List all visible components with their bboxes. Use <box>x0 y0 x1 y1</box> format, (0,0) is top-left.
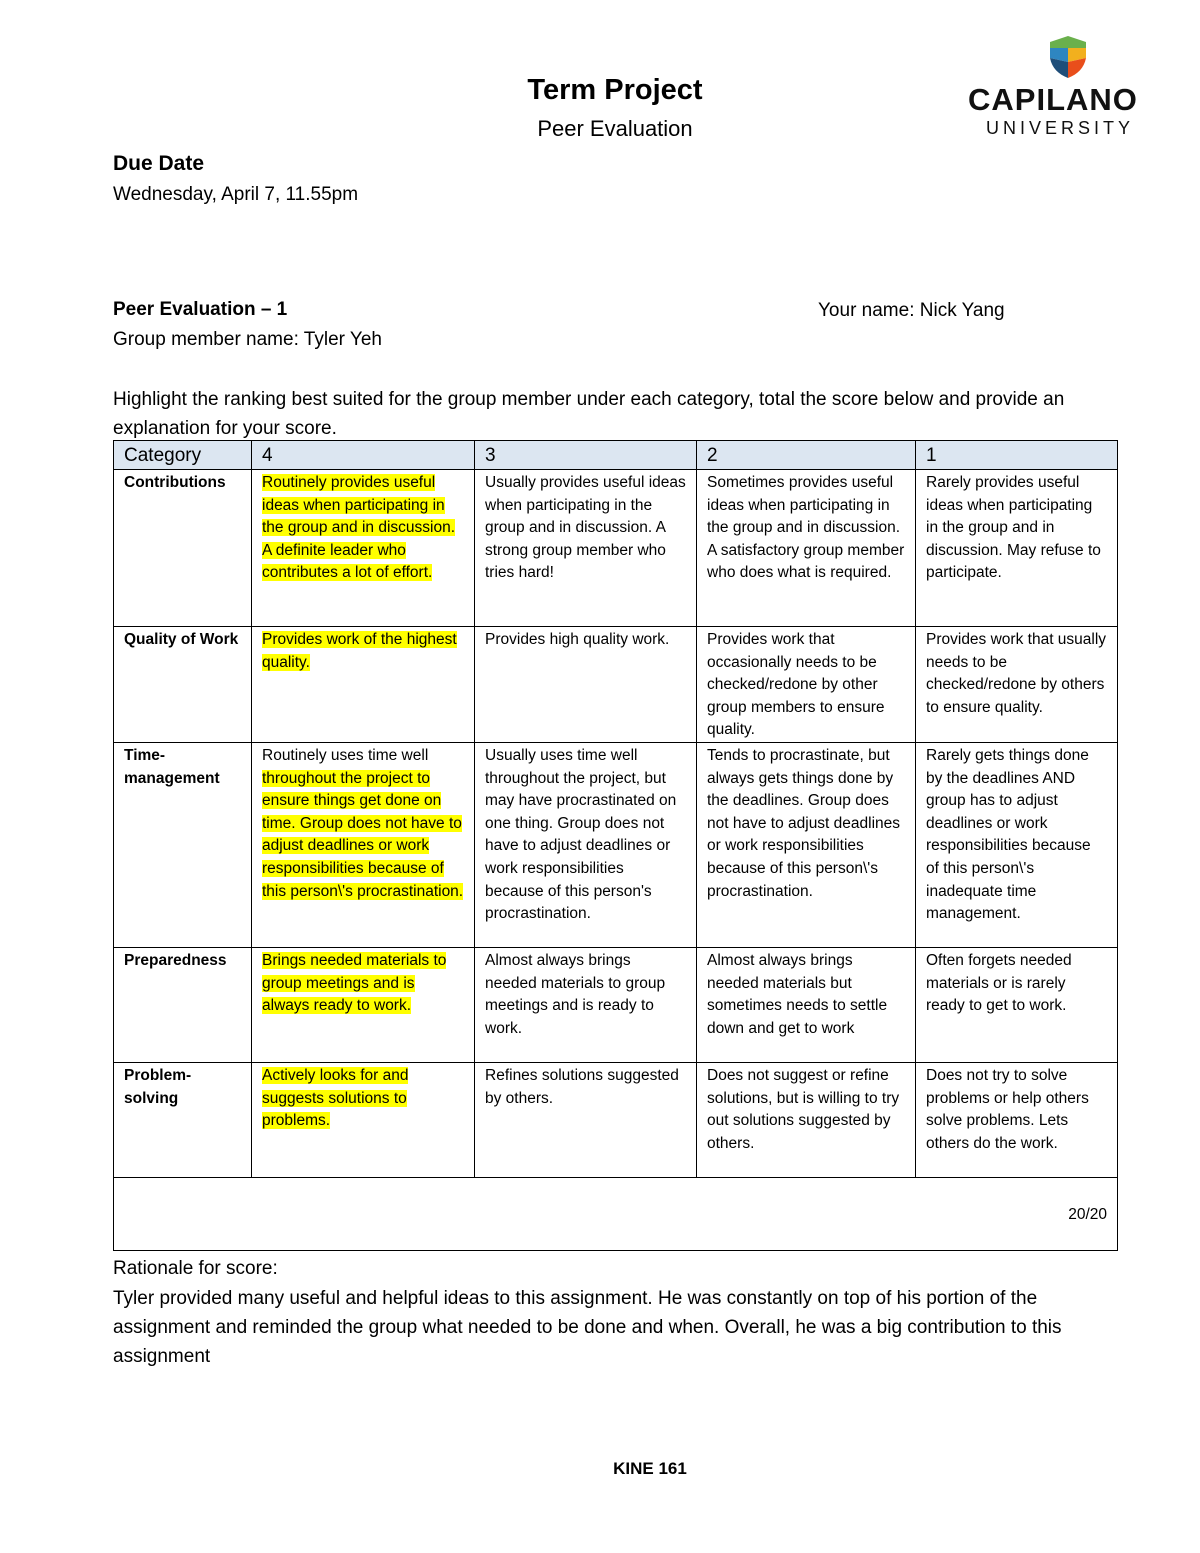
table-row <box>114 627 1118 743</box>
header-score-4: 4 <box>252 441 475 470</box>
highlighted-ranking: throughout the project to ensure things get done on time. Group does not have to adjust deadlines or work responsibilities because of this person\'s procrastination. <box>262 769 464 900</box>
total-score: 20/20 <box>1068 1205 1107 1223</box>
table-row <box>114 470 1118 627</box>
rationale-label: Rationale for score: <box>113 1258 278 1279</box>
highlighted-ranking: Brings needed materials to group meetings and is always ready to work. <box>262 951 447 1015</box>
instructions-text: Highlight the ranking best suited for the group member under each category, total the score below and provide an explanation for your score. <box>113 389 1065 439</box>
highlighted-ranking: Actively looks for and suggests solutions to problems. <box>262 1066 409 1130</box>
logo-subtext: UNIVERSITY <box>986 118 1135 138</box>
logo-wordmark: CAPILANO <box>968 82 1138 117</box>
rationale-text: Tyler provided many useful and helpful ideas to this assignment. He was constantly on top of his portion of the assignment and reminded the group what needed to be done and when. Overall, he was a big contribution to this assignment <box>113 1288 1062 1367</box>
peer-evaluation-title: Peer Evaluation – 1 <box>113 299 288 320</box>
ranking-text-plain: Routinely uses time well <box>262 746 429 764</box>
category-quality-of-work: Quality of Work <box>114 627 252 743</box>
rubric-cell-3[interactable]: Almost always brings needed materials to group meetings and is ready to work. <box>475 947 697 1062</box>
evaluator-name: Your name: Nick Yang <box>818 300 1005 321</box>
rubric-cell-3[interactable]: Provides high quality work. <box>475 627 697 743</box>
total-row <box>114 1177 1118 1250</box>
capilano-logo <box>968 34 1168 144</box>
table-row <box>114 742 1118 947</box>
rubric-cell-1[interactable]: Provides work that usually needs to be checked/redone by others to ensure quality. <box>916 627 1118 743</box>
total-score-cell[interactable] <box>114 1177 1118 1250</box>
rubric-cell-3[interactable]: Usually provides useful ideas when participating in the group and in discussion. A strong group member who tries hard! <box>475 470 697 627</box>
category-time-management: Time-management <box>114 742 252 947</box>
course-code-footer: KINE 161 <box>613 1459 687 1478</box>
rubric-cell-1[interactable]: Often forgets needed materials or is rarely ready to get to work. <box>916 947 1118 1062</box>
group-member-name: Group member name: Tyler Yeh <box>113 329 382 350</box>
table-header-row <box>114 441 1118 470</box>
rubric-cell-3[interactable]: Usually uses time well throughout the project, but may have procrastinated on one thing. Group does not have to adjust deadlines or work responsibilities because of this person's procrastination. <box>475 742 697 947</box>
category-preparedness: Preparedness <box>114 947 252 1062</box>
rubric-cell-2[interactable]: Tends to procrastinate, but always gets things done by the deadlines. Group does not have to adjust deadlines or work responsibilities because of this person\'s procrastination. <box>697 742 916 947</box>
highlighted-ranking: Provides work of the highest quality. <box>262 631 457 671</box>
due-date-label: Due Date <box>113 152 205 175</box>
rubric-cell-2[interactable]: Almost always brings needed materials but sometimes needs to settle down and get to work <box>697 947 916 1062</box>
rubric-cell-4[interactable] <box>252 742 475 947</box>
document-subtitle: Peer Evaluation <box>537 116 693 141</box>
rubric-cell-4[interactable] <box>252 947 475 1062</box>
header-category: Category <box>114 441 252 470</box>
table-row <box>114 1062 1118 1177</box>
highlighted-ranking: Routinely provides useful ideas when participating in the group and in discussion. A definite leader who contributes a lot of effort. <box>262 474 456 582</box>
document-title: Term Project <box>527 74 703 106</box>
category-contributions: Contributions <box>114 470 252 627</box>
header-score-1: 1 <box>916 441 1118 470</box>
due-date-value: Wednesday, April 7, 11.55pm <box>113 184 359 205</box>
rubric-cell-2[interactable]: Sometimes provides useful ideas when participating in the group and in discussion. A satisfactory group member who does what is required. <box>697 470 916 627</box>
table-row <box>114 947 1118 1062</box>
rubric-cell-1[interactable]: Rarely provides useful ideas when participating in the group and in discussion. May refuse to participate. <box>916 470 1118 627</box>
university-crest-icon <box>1046 34 1090 80</box>
header-score-2: 2 <box>697 441 916 470</box>
rubric-cell-4[interactable] <box>252 1062 475 1177</box>
rubric-cell-1[interactable]: Rarely gets things done by the deadlines AND group has to adjust deadlines or work responsibilities because of this person\'s inadequate time management. <box>916 742 1118 947</box>
rubric-cell-3[interactable]: Refines solutions suggested by others. <box>475 1062 697 1177</box>
category-problem-solving: Problem-solving <box>114 1062 252 1177</box>
rubric-cell-2[interactable]: Provides work that occasionally needs to be checked/redone by other group members to ensure quality. <box>697 627 916 743</box>
rubric-cell-2[interactable]: Does not suggest or refine solutions, but is willing to try out solutions suggested by others. <box>697 1062 916 1177</box>
rubric-cell-4[interactable] <box>252 627 475 743</box>
rubric-cell-4[interactable] <box>252 470 475 627</box>
rubric-table <box>113 440 1118 1251</box>
rubric-cell-1[interactable]: Does not try to solve problems or help others solve problems. Lets others do the work. <box>916 1062 1118 1177</box>
header-score-3: 3 <box>475 441 697 470</box>
